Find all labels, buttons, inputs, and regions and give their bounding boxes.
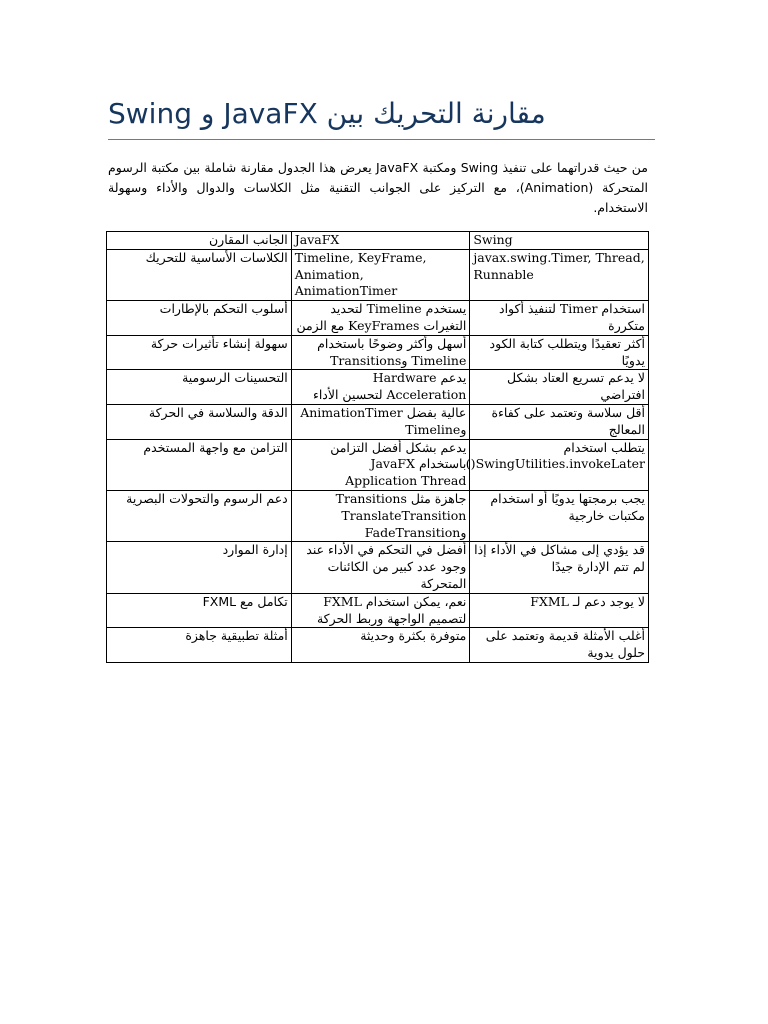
cell-aspect: أمثلة تطبيقية جاهزة: [107, 628, 292, 663]
cell-swing: يجب برمجتها يدويًا أو استخدام مكتبات خارجية: [470, 490, 649, 541]
cell-aspect: التزامن مع واجهة المستخدم: [107, 439, 292, 490]
cell-javafx: Timeline, KeyFrame, Animation, AnimationTimer: [291, 249, 470, 300]
cell-aspect: الكلاسات الأساسية للتحريك: [107, 249, 292, 300]
cell-aspect: تكامل مع FXML: [107, 593, 292, 628]
cell-javafx: متوفرة بكثرة وحديثة: [291, 628, 470, 663]
cell-swing: استخدام Timer لتنفيذ أكواد متكررة: [470, 301, 649, 336]
cell-swing: قد يؤدي إلى مشاكل في الأداء إذا لم تتم الإدارة جيدًا: [470, 542, 649, 593]
table-row: [107, 370, 649, 405]
table-row: [107, 593, 649, 628]
cell-javafx: يدعم Hardware Acceleration لتحسين الأداء: [291, 370, 470, 405]
header-aspect: الجانب المقارن: [107, 232, 292, 250]
table-row: [107, 301, 649, 336]
header-swing: Swing: [470, 232, 649, 250]
cell-javafx: نعم، يمكن استخدام FXML لتصميم الواجهة وربط الحركة: [291, 593, 470, 628]
cell-swing: أغلب الأمثلة قديمة وتعتمد على حلول يدوية: [470, 628, 649, 663]
cell-aspect: إدارة الموارد: [107, 542, 292, 593]
table-row: [107, 335, 649, 370]
cell-aspect: التحسينات الرسومية: [107, 370, 292, 405]
table-row: [107, 490, 649, 541]
intro-paragraph: من حيث قدراتهما على تنفيذ Swing ومكتبة JavaFX يعرض هذا الجدول مقارنة شاملة بين مكتبة الرسوم المتحركة (Animation)، مع التركيز على الجوانب التقنية مثل الكلاسات والدوال والأداء وسهولة الاستخدام.: [108, 160, 648, 215]
cell-swing: أقل سلاسة وتعتمد على كفاءة المعالج: [470, 404, 649, 439]
comparison-table: [106, 231, 649, 663]
cell-javafx: أسهل وأكثر وضوحًا باستخدام Timeline وTransitions: [291, 335, 470, 370]
cell-swing: لا يوجد دعم لـ FXML: [470, 593, 649, 628]
cell-swing: لا يدعم تسريع العتاد بشكل افتراضي: [470, 370, 649, 405]
cell-aspect: دعم الرسوم والتحولات البصرية: [107, 490, 292, 541]
cell-aspect: الدقة والسلاسة في الحركة: [107, 404, 292, 439]
cell-swing: أكثر تعقيدًا ويتطلب كتابة الكود يدويًا: [470, 335, 649, 370]
cell-swing: javax.swing.Timer, Thread, Runnable: [470, 249, 649, 300]
cell-aspect: سهولة إنشاء تأثيرات حركة: [107, 335, 292, 370]
header-javafx: JavaFX: [291, 232, 470, 250]
cell-javafx: جاهزة مثل Transitions TranslateTransition وFadeTransition: [291, 490, 470, 541]
cell-swing: يتطلب استخدام SwingUtilities.invokeLater(): [470, 439, 649, 490]
table-row: [107, 439, 649, 490]
title-divider: [108, 139, 655, 140]
table-row: [107, 542, 649, 593]
cell-javafx: عالية بفضل AnimationTimer وTimeline: [291, 404, 470, 439]
table-header-row: [107, 232, 649, 250]
cell-aspect: أسلوب التحكم بالإطارات: [107, 301, 292, 336]
cell-javafx: يستخدم Timeline لتحديد التغيرات KeyFrames مع الزمن: [291, 301, 470, 336]
table-row: [107, 404, 649, 439]
cell-javafx: يدعم بشكل أفضل التزامن باستخدام JavaFX Application Thread: [291, 439, 470, 490]
table-row: [107, 249, 649, 300]
page-title: مقارنة التحريك بين JavaFX و Swing: [108, 97, 546, 130]
cell-javafx: أفضل في التحكم في الأداء عند وجود عدد كبير من الكائنات المتحركة: [291, 542, 470, 593]
table-row: [107, 628, 649, 663]
